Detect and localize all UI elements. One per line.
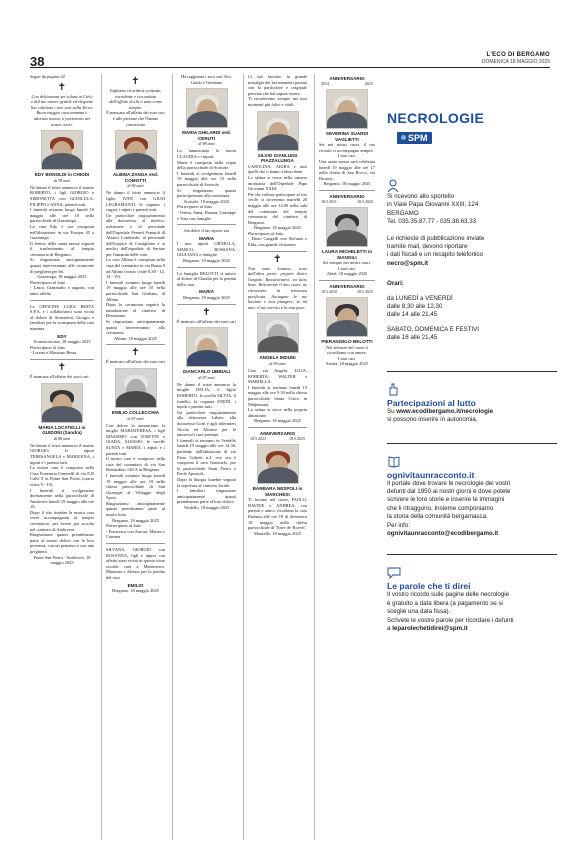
- notice-text: Maria è composta nella cripta della parrocchiale di Sorisole.: [177, 159, 236, 171]
- deceased-age: di 88 anni: [53, 435, 71, 441]
- office-info: [387, 193, 557, 227]
- portrait-photo: [41, 383, 83, 423]
- notice-text: I familiari ringraziano anticipatamente quanti prenderanno parte al loro dolore.: [177, 488, 236, 505]
- notice-signature: I tuoi cari.: [337, 355, 357, 361]
- notice-text: I funerali avranno luogo lunedì 19 maggio alle ore 10 nella parrocchiale di Gazzaniga.: [30, 207, 94, 224]
- ognivita-title[interactable]: ognivitaunracconto.it: [387, 469, 475, 480]
- deceased-name: EDY: [57, 333, 67, 339]
- notice-text: I funerali si terranno in Verdello lunedì 19 maggio alle ore 14.30, partendo dall'abitazione di via Piero Gobetti n.2, ove ora è composto il caro Giancarlo, per la parrocchiale Santi Pietro e Paolo Apostoli.: [177, 437, 236, 477]
- parole-line: è gratuito a data libera (a pagamento se si: [387, 599, 503, 607]
- notice-heading: È mancato all'affetto dei suoi cari: [177, 318, 236, 324]
- deceased-name: EMILIO: [127, 582, 144, 588]
- page-number: 38: [30, 54, 45, 69]
- notice-text: I tuoi nipoti ORNELLA, MARCO, ROSSANA, GIULIANA e famiglie.: [177, 241, 236, 258]
- notice-text: Lo annunciano la nuora CLAUDIA e i nipoti.: [177, 148, 236, 159]
- deceased-age: di 84 anni: [127, 183, 144, 189]
- partecipazioni-line: si possono inserire in autonomia.: [387, 416, 478, 424]
- deceased-name: PIERANGELO BELOTTI: [321, 338, 373, 344]
- notice-date: Sorisole, 18 maggio 2025: [183, 198, 230, 204]
- notice-text: I funerali si svolgeranno lunedì 19 maggio alle ore 15 nella parrocchiale di Sorisole.: [177, 170, 236, 187]
- sidebar-title: NECROLOGIE: [387, 110, 485, 126]
- notice-text: Dopo il rito funebre la nostra cara verrà accompagnata al tempio crematorio, per essere poi accolta nel cimitero di Ambivere.: [30, 509, 94, 532]
- deceased-name: BARBARA NESPOLI in MARCHESI: [252, 485, 303, 497]
- office-phone: Tel. 035.35.87.77 - 035.38.63.33: [387, 218, 477, 226]
- cross-icon: ✝: [131, 76, 140, 87]
- portrait-photo: [115, 368, 157, 408]
- notice-text: Ti fortano nel cuore, PAOLO, DAVIDE e ANDREA, con parenti e amici, ricordano la cara Barbara alle ore 18 di domenica 18 maggio nella chiesa parrocchiale di 'Torre de' Roveri'.: [248, 497, 307, 531]
- anniversary-start-date: 2014: [321, 81, 329, 86]
- anniversary-dates: [319, 199, 375, 204]
- hours-line: dalle 14 alle 21,45: [387, 311, 438, 319]
- anniversary-start-date: 18.5.2010: [321, 288, 337, 294]
- notice-text: Ringraziamo anticipatamente quanti prenderanno parte al nostro lutto.: [106, 500, 165, 518]
- deceased-name: MARIA: [198, 289, 215, 295]
- anniversary-end-date: 18.5.2025: [289, 435, 305, 441]
- notice-text: Si ringraziano anticipatamente quanti interverranno alle cerimonie di preghiera per lei.: [30, 257, 94, 274]
- notice-date: Bergamo, 18 maggio 2025: [112, 517, 159, 523]
- condolence-entry: - Laura, Gianmario e ragazzi, con tanto affetto: [30, 285, 94, 297]
- notice-text: Le OFFICINE LUIGI BESTA S.P.A. e i collaboratori sono vicini al dolore di Simonetta, Giorgio e familiari per la scomparsa della cara mamma: [30, 303, 94, 331]
- deceased-age: di 83 anni: [127, 415, 144, 421]
- parole-text: [387, 591, 557, 633]
- notice-date: Bergamo, 18 maggio 2025: [183, 258, 230, 264]
- opening-hours: [387, 280, 557, 342]
- notice-text: Ciao zia Angela. LILIA, ROBERTA, WALTER e MARIELLA.: [248, 368, 307, 385]
- notice-text: I funerali avranno luogo lunedì 19 maggio alle ore 10 nella parrocchiale San Giuliano di Albino.: [106, 279, 165, 302]
- notice-date: Albino, 18 maggio 2025: [114, 335, 157, 341]
- parole-line: Scrivete le vostre parole per ricordare i defunti: [387, 616, 514, 624]
- page-header: [0, 0, 580, 69]
- portrait-photo: [257, 313, 299, 353]
- spm-logo-icon: [401, 135, 406, 140]
- portrait-photo: [257, 111, 299, 151]
- notice-text: Sei nei nostri cuori, il tuo ricordo ci accompagna sempre.: [319, 142, 375, 153]
- divider: [106, 543, 165, 544]
- notice-heading: Ha raggiunto i suoi cari Tito, Guido e Germano: [181, 74, 232, 85]
- deceased-name: MARIA: [198, 235, 215, 241]
- portrait-photo: [326, 297, 368, 337]
- divider: [106, 344, 165, 345]
- notice-text: Per chi volesse partecipare al rito civile, ci troveremo martedì 20 maggio alle ore 14.00 nella sala del commiato del tempio crematorio del cimitero di Bergamo.: [248, 191, 307, 225]
- email-instruction-line: i dati fiscali e un recapito telefonico: [387, 251, 483, 259]
- notice-text: Un particolare ringraziamento alla dottoressa, al medico, infermieri e al personale dell'Ospedale Pesenti Fenaroli di Alzano Lombardo, al personale dell'hospice di Castiglione e ai medici dell'ospedale di Seriate per l'umanità delle cure.: [106, 212, 165, 257]
- portrait-photo: [186, 327, 228, 367]
- notice-text: Il nostro caro è composto nella casa del commiato di via San Bernardino 130/A in Bergamo.: [106, 456, 165, 473]
- anniversary-start-date: 18.5.2011: [321, 198, 337, 204]
- notice-date: Gazzaniga, 18 maggio 2025: [37, 274, 87, 280]
- notice-text: I funerali si svolgeranno direttamente nella parrocchiale di Ambivere lunedì 19 maggio alle ore 10.: [30, 487, 94, 510]
- ognivita-text: [387, 480, 557, 539]
- notice-heading: È mancato all'affetto dei suoi cari: [106, 359, 165, 365]
- condolence-entry: - Teresa, Anna, Donata, Giuseppe e Tina con famiglie: [177, 209, 236, 221]
- memorial-poem: Con delicatezza sei volata in Cielo e dal tuo amore gentile ed elegante hai coltivato i tuoi cari sulla Terra. Buon viaggio cara mamma e adorata nonna, ti porteremo nei nostri cuori.: [31, 93, 93, 127]
- notice-text: Una santa messa sarà celebrata lunedì 19 maggio alle ore 17 nella chiesa di San Rocco, via Broseta.: [319, 158, 375, 181]
- portrait-photo: [257, 444, 299, 484]
- column-2: [101, 74, 165, 840]
- hours-line: dalle 8,30 alle 12,30: [387, 303, 443, 311]
- notice-text: Ringraziamo quanti prenderanno parte al nostro dolore con la loro presenza, con un pensiero e con una preghiera.: [30, 532, 94, 555]
- email-instructions: [387, 235, 557, 269]
- email-instruction-line: tramite mail, devono riportare: [387, 243, 468, 251]
- hours-line: SABATO, DOMENICA E FESTIVI: [387, 325, 479, 333]
- issue-date: DOMENICA 18 MAGGIO 2025: [481, 59, 550, 65]
- ognivita-line: che li ritraggono. Insieme componiamo: [387, 504, 494, 512]
- notice-text: Si ringraziano quanti parteciperanno alla cerimonia.: [177, 187, 236, 199]
- divider: [387, 371, 557, 372]
- notice-text: Dopo la liturgia funebre seguirà la sepoltura al cimitero locale.: [177, 476, 236, 488]
- portrait-photo: [186, 88, 228, 128]
- divider: [177, 224, 236, 225]
- parole-title: Le parole che ti direi: [387, 581, 471, 592]
- ognivita-line: scrivere le loro storie e inserire le immagini: [387, 496, 505, 504]
- deceased-name: SILVIO GIANLUIGI PIAZZALUNGA: [257, 152, 298, 164]
- notice-text: Nel silenzio del cuore ti ricordiamo con amore.: [326, 344, 368, 356]
- divider: [30, 359, 94, 360]
- partecipazioni-prefix: Su: [387, 407, 397, 415]
- cross-icon: ✝: [57, 361, 67, 373]
- office-address: in Viale Papa Giovanni XXIII, 124: [387, 201, 479, 209]
- cross-icon: ✝: [57, 81, 67, 93]
- notice-date: Bergamo, 18 maggio 2025: [254, 418, 301, 424]
- condolence-label: Partecipano al lutto: [106, 523, 142, 529]
- continued-note: Segue da pagina 24: [30, 74, 65, 79]
- deceased-name: MARIA LOCATELLI in GUIDONI (Sandra): [38, 424, 86, 436]
- parole-email-link[interactable]: leparolechetidirei@spm.it: [392, 624, 468, 632]
- notice-text: La cara Albina è composta nella casa del commiato in via Roma 9 ad Albino (orario visite 8,30 - 12, 14 - 19).: [106, 257, 165, 280]
- notice-text: CAROLINA, AKIRA e tutti quelli che ti hanno voluto bene.: [248, 163, 307, 175]
- anniversary-label: ANNIVERSARIO: [329, 76, 365, 81]
- hours-line: da LUNEDÌ a VENERDÌ: [387, 294, 453, 302]
- deceased-age: di 98 anni: [198, 141, 215, 147]
- hours-line: dalle 16 alle 21,45: [387, 334, 438, 342]
- notice-text: Ne danno il triste annuncio la moglie DELIA, il figlio ROBERTO, la sorella SILVIA, il fratello, la cognata ENEDI, i nipoti e parenti tutti.: [177, 381, 236, 410]
- deceased-name: SEVERINA SUARDI VAGLIETTI: [325, 131, 369, 142]
- portrait-photo: [326, 89, 368, 129]
- anniversary-label: ANNIVERSARIO: [259, 430, 296, 436]
- parole-line: a: [387, 624, 391, 632]
- deceased-name: LAURA MICHELETTI in MANGILI: [321, 248, 373, 260]
- notice-text: La salma si trova nella camera mortuaria dell'Ospedale Papa Giovanni XXIII.: [248, 174, 307, 192]
- notice-text: I funerali avranno luogo lunedì 19 maggio alle ore 10 nella chiesa parrocchiale di San Giuseppe al Villaggio degli Sposi.: [106, 472, 165, 501]
- notice-text: Sei sempre nei nostri cuori.: [322, 260, 372, 266]
- hand-icon: [387, 380, 557, 396]
- notice-text: SILVANA, GIORGIO con ROSANNA, figli e nipoti con affetto sono vicini in questo triste ricordo cara a Martinenco, Massimo e Alessio per la perdita del caro: [106, 547, 165, 580]
- anniversary-start-date: 18.5.2023: [250, 435, 266, 441]
- notice-text: Dopo la cerimonia seguirà la tumulazione al cimitero di Desenzano.: [106, 302, 165, 319]
- spm-logo-text: SPM: [408, 132, 428, 143]
- office-line: Si ricevono allo sportello: [387, 193, 455, 200]
- column-1: [30, 74, 94, 840]
- deceased-age: di 87 anni: [198, 374, 215, 380]
- notice-text: I funerali si terranno lunedì 19 maggio alle ore 9.30 nella chiesa parrocchiale Santa Croce in Malpensata.: [248, 384, 307, 407]
- memorial-poem: Non sono lontano, sono dall'altra parte, proprio dietro l'angolo. Rassicuratevi, va tutto bene. Ritroverete il mio cuore, ne ritroverete la tenerezza purificata. Asciugate le tue lacrime e non piangere, se mi ami: il tuo sorriso è la mia pace.: [248, 265, 307, 310]
- portrait-photo: [115, 130, 157, 170]
- column-4: [243, 74, 307, 840]
- divider: [177, 267, 236, 268]
- divider: [30, 300, 94, 301]
- email-instruction-line: Le richieste di pubblicazione inviate: [387, 234, 485, 242]
- notice-text: Il feretro delle santa messe seguirà il trasferimento al tempio crematorio di Bergamo.: [30, 240, 94, 257]
- necrologie-sidebar: [387, 110, 557, 633]
- portrait-photo: [41, 130, 83, 170]
- condolence-entry: - Lorena e Massimo Besta: [30, 350, 77, 356]
- notice-date: Almè, 18 maggio 2025: [326, 271, 368, 277]
- column-5: [314, 74, 375, 840]
- notice-text: La famiglia BELOTTI si unisce al dolore di Claudia per la perdita della cara: [177, 270, 236, 287]
- ognivita-line: Per info:: [387, 521, 411, 529]
- notice-text: Ne danno il triste annuncio il figlio IVAN con GIUSI LEGRAMANTI, le cognate, i cugini, i nipoti e parenti tutti.: [106, 190, 165, 213]
- ognivita-line: Il portale dove trovare le necrologie dei vostri: [387, 479, 511, 487]
- ognivita-email-link[interactable]: ognivitaunracconto@ecodibergamo.it: [387, 529, 499, 537]
- notice-text: Sia dolce il tuo riposo zia: [184, 228, 229, 234]
- cross-icon: ✝: [202, 306, 211, 318]
- divider: [248, 427, 307, 428]
- notice-date: Scanzorosciate, 18 maggio 2025: [33, 339, 91, 345]
- partecipazioni-title: Partecipazioni al lutto: [387, 397, 476, 408]
- condolence-label: Partecipano al lutto: [248, 230, 284, 236]
- notice-signature: I tuoi cari.: [337, 153, 357, 159]
- partecipazioni-text: [387, 408, 557, 425]
- divider: [387, 443, 557, 444]
- notice-heading: Ti ricorderemo sempre nei tuoi momenti più felici e vitali.: [248, 96, 307, 107]
- deceased-name: ALBINA ZANGA ved. COMOTTI: [112, 172, 159, 183]
- notice-date: Bergamo, 18 maggio 2025: [183, 295, 230, 301]
- notice-heading: È mancata all'affetto dei suoi cari: [30, 373, 89, 379]
- notice-date: Ponte San Pietro - Ambivere, 18 maggio 2025: [33, 554, 91, 566]
- divider: [387, 554, 557, 555]
- parole-line: sceglie una data fissa).: [387, 608, 451, 616]
- condolence-entry: - Francesca con Aurora, Matteo e Carmen: [106, 528, 165, 540]
- notice-heading: Ci hai lasciato la grande nostalgia dei bei momenti passati con la particolare e originale persona che hai saputo essere.: [248, 74, 307, 96]
- anniversary-dates: [319, 81, 375, 86]
- ognivita-line: defunti dal 1950 ai nostri giorni e dove potete: [387, 487, 511, 495]
- book-icon: [387, 452, 557, 468]
- notice-heading: È mancata all'affetto dei suoi cari e alle persone che l'hanno conosciuta: [106, 110, 165, 127]
- anniversary-dates: [248, 436, 307, 441]
- anniversary-dates: [319, 289, 375, 294]
- notice-date: Bergamo, 18 maggio 2025: [323, 181, 371, 187]
- notice-text: Ne danno il triste annuncio il marito GIORGIO, le nipoti TERESANGELA e MARILENA, i nipoti e i parenti tutti.: [30, 442, 94, 465]
- anniversary-label: ANNIVERSARIO: [329, 193, 365, 199]
- divider: [248, 251, 307, 252]
- notice-text: Con dolore lo annunciano la moglie MARIATERESA, i figli MASSIMO con JOSETTE e GIADA, ALESSIO, le sorelle SUNTA e MARIA, i nipoti e i parenti tutti.: [106, 422, 165, 456]
- obituary-columns: [30, 74, 375, 840]
- quote-icon: [387, 563, 557, 579]
- deceased-name: EMILIO COLLECCHIA: [111, 409, 160, 415]
- cross-icon: ✝: [273, 253, 282, 265]
- necro-email-link[interactable]: necro@spm.it: [387, 259, 429, 267]
- necrologie-url-link[interactable]: www.ecodibergamo.it/necrologie: [396, 407, 494, 415]
- deceased-name: ANGELA INDUNI: [259, 355, 296, 361]
- notice-date: Verdello, 18 maggio 2025: [183, 504, 230, 510]
- deceased-age: di 99 anni: [269, 361, 286, 366]
- office-city: BERGAMO: [387, 209, 419, 217]
- portrait-photo: [326, 207, 368, 247]
- deceased-name: MARIA GHILARDI ved. CERUTI: [182, 130, 231, 141]
- anniversary-end-date: 18.5.2025: [357, 288, 373, 294]
- anniversary-label: ANNIVERSARIO: [329, 283, 365, 289]
- deceased-name: GIANCARLO UBBIALI: [182, 369, 231, 375]
- notice-date: Bergamo, 18 maggio 2025: [254, 225, 301, 231]
- parole-line: Il vostro ricordo sulle pagine delle necrologie: [387, 591, 510, 599]
- condolence-label: Partecipano al lutto: [177, 204, 213, 210]
- notice-date: Bergamo, 18 maggio 2025: [112, 588, 159, 594]
- notice-text: Un particolare ringraziamento alla dottoressa Labate, alla dottoressa Gotti e agli infermieri Nicola ed Alfonso per le amorevoli cure prestate.: [177, 409, 236, 438]
- cross-icon: ✝: [131, 347, 140, 359]
- divider: [177, 304, 236, 305]
- anniversary-end-date: 2025: [365, 81, 373, 86]
- notice-text: Si ringraziano anticipatamente quanti interverranno alla cerimonia.: [106, 319, 165, 336]
- divider: [319, 280, 375, 281]
- memorial-poem: Vogliamo ricordarti contenta, sorridente e circondata dall'affetto di chi ti ama come sempre.: [109, 88, 162, 110]
- notice-text: La salma si trova nella propria abitazione.: [248, 407, 307, 418]
- deceased-name: EDY BONOLDI in CHIODI: [34, 172, 90, 178]
- anniversary-end-date: 18.5.2025: [357, 198, 373, 204]
- condolence-entry: - Dario Cangelli con Stefania e Elda, con grande vicinanza: [248, 236, 307, 248]
- newspaper-name: L'ECO DI BERGAMO: [486, 52, 550, 58]
- deceased-age: di 78 anni: [53, 177, 71, 183]
- condolence-label: Partecipano al lutto: [30, 279, 66, 285]
- notice-date: Serina, 18 maggio 2025: [326, 361, 368, 367]
- ognivita-line: la storia della comunità bergamasca.: [387, 513, 488, 521]
- notice-text: Ne danno il triste annuncio il marito ROBERTO, i figli GIORGIO e SIMONETTA con GIANLUCA, FILIPPO e ANNA, parenti tutti.: [30, 184, 94, 207]
- condolence-label: Partecipano al lutto: [30, 344, 66, 350]
- notice-text: La cara Edy è ora composta nell'abitazione in via Europa 45 a Gazzaniga.: [30, 223, 94, 241]
- notice-signature: I tuoi cari.: [337, 265, 357, 271]
- notice-text: La nostra cara è composta nella Casa Funeraria Cenerelli di via E.B Calvi 8 in Ponte San Pietro (orario visite 9 - 19).: [30, 465, 94, 487]
- divider: [319, 190, 375, 191]
- header-divider: [30, 67, 550, 68]
- person-icon: [387, 177, 557, 193]
- spm-logo: [397, 127, 557, 145]
- hours-label: Orari:: [387, 280, 404, 288]
- column-3: [172, 74, 236, 840]
- sidebar-header: [387, 110, 557, 126]
- notice-date: Montello, 18 maggio 2025: [254, 530, 301, 536]
